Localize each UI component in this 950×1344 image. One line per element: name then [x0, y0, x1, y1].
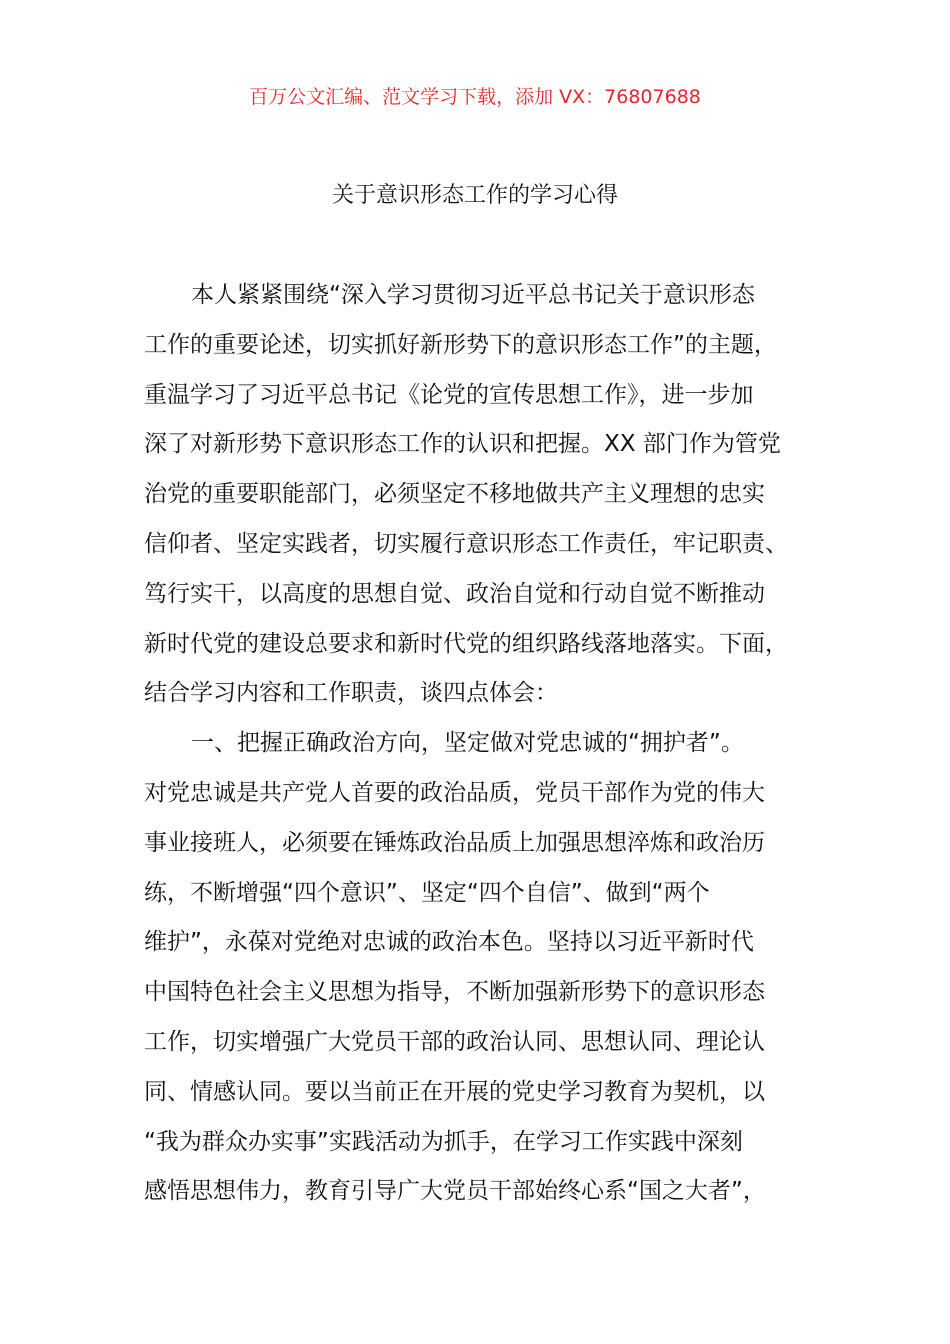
paragraph-line: 治党的重要职能部门，必须坚定不移地做共产主义理想的忠实	[144, 481, 765, 508]
download-banner: 百万公文汇编、范文学习下载，添加 VX：76807688	[249, 86, 701, 108]
paragraph-line: 练，不断增强“四个意识”、坚定“四个自信”、做到“两个	[144, 879, 710, 906]
paragraph-line: 对党忠诚是共产党人首要的政治品质，党员干部作为党的伟大	[144, 779, 765, 806]
paragraph-line: 重温学习了习近平总书记《论党的宣传思想工作》，进一步加	[144, 381, 754, 408]
paragraph-line: 新时代党的建设总要求和新时代党的组织路线落地落实。下面，	[144, 630, 788, 657]
paragraph-line: 工作的重要论述，切实抓好新形势下的意识形态工作”的主题，	[144, 331, 777, 358]
paragraph-line: “我为群众办实事”实践活动为抓手，在学习工作实践中深刻	[144, 1128, 743, 1155]
paragraph-line: 感悟思想伟力，教育引导广大党员干部始终心系“国之大者”，	[144, 1178, 766, 1205]
paragraph-line: 信仰者、坚定实践者，切实履行意识形态工作责任，牢记职责、	[144, 530, 788, 557]
paragraph-line: 工作，切实增强广大党员干部的政治认同、思想认同、理论认	[144, 1028, 765, 1055]
section-heading-line: 一、把握正确政治方向，坚定做对党忠诚的“拥护者”。	[191, 730, 744, 757]
paragraph-line: 结合学习内容和工作职责，谈四点体会：	[144, 680, 558, 707]
paragraph-line: 维护”，永葆对党绝对忠诚的政治本色。坚持以习近平新时代	[144, 929, 754, 956]
paragraph-line: 同、情感认同。要以当前正在开展的党史学习教育为契机，以	[144, 1078, 765, 1105]
paragraph-line: 本人紧紧围绕“深入学习贯彻习近平总书记关于意识形态	[191, 282, 755, 308]
paragraph-line: 笃行实干，以高度的思想自觉、政治自觉和行动自觉不断推动	[144, 580, 765, 607]
document-title: 关于意识形态工作的学习心得	[331, 183, 618, 208]
paragraph-line: 中国特色社会主义思想为指导，不断加强新形势下的意识形态	[144, 979, 765, 1006]
paragraph-line: 深了对新形势下意识形态工作的认识和把握。XX 部门作为管党	[144, 431, 781, 458]
document-body	[144, 278, 844, 1224]
paragraph-line: 事业接班人，必须要在锤炼政治品质上加强思想淬炼和政治历	[144, 829, 765, 856]
